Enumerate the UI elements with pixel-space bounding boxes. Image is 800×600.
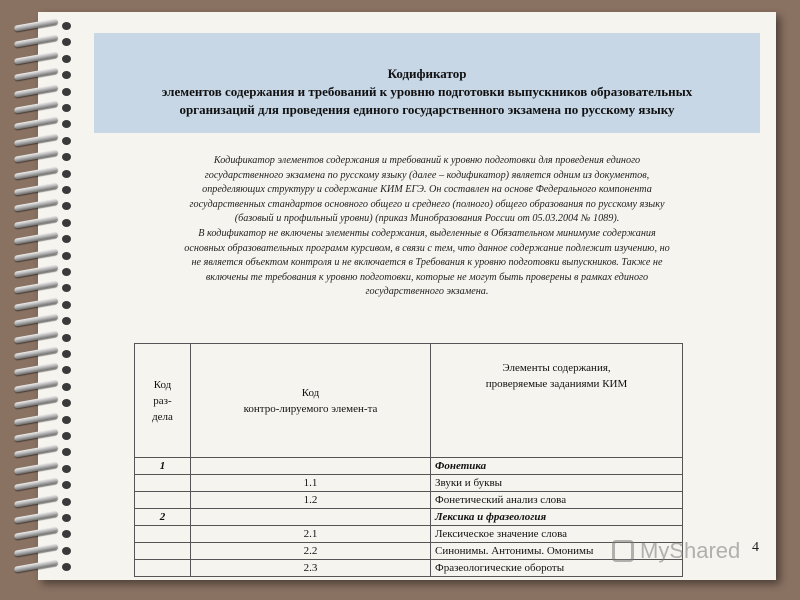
intro-line: В кодификатор не включены элементы содержания, выделенные в Обязательном минимуме содержания [198, 227, 656, 239]
table-row [135, 458, 683, 475]
spiral-ring-icon [14, 252, 72, 260]
spiral-ring-icon [14, 432, 72, 440]
spiral-ring-icon [14, 366, 72, 374]
spiral-ring-icon [14, 481, 72, 489]
table-row [135, 526, 683, 543]
intro-line: Кодификатор элементов содержания и требований к уровню подготовки для проведения единого [213, 155, 641, 166]
intro-line: основных образовательных программ курсивом, в связи с тем, что данное содержание подлежит изучению, но [184, 242, 670, 254]
intro-line: (базовый и профильный уровни) (приказ Минобразования России от 05.03.2004 № 1089). [234, 213, 620, 225]
intro-paragraph [104, 154, 750, 300]
spiral-ring-icon [14, 530, 72, 538]
title-line-2: элементов содержания и требований к уровню подготовки выпускников образовательных [161, 84, 693, 99]
section-code: 1 [135, 458, 191, 475]
table-row [135, 543, 683, 560]
spiral-ring-icon [14, 38, 72, 46]
watermark-text: MyShared [640, 538, 741, 563]
spiral-ring-icon [14, 22, 72, 30]
spiral-ring-icon [14, 334, 72, 342]
element-code: 2.1 [191, 526, 431, 543]
element-code: 2.2 [191, 543, 431, 560]
spiral-ring-icon [14, 153, 72, 161]
element-code: 1.2 [191, 492, 431, 509]
spiral-ring-icon [14, 219, 72, 227]
watermark-logo-icon [612, 540, 634, 562]
table-row [135, 509, 683, 526]
spiral-ring-icon [14, 284, 72, 292]
element-text: Лексическое значение слова [431, 526, 683, 543]
spiral-ring-icon [14, 399, 72, 407]
spiral-ring-icon [14, 383, 72, 391]
spiral-ring-icon [14, 317, 72, 325]
table-header-row [135, 344, 683, 458]
element-text: Лексика и фразеология [431, 509, 683, 526]
element-code [191, 458, 431, 475]
spiral-ring-icon [14, 448, 72, 456]
spiral-ring-icon [14, 465, 72, 473]
intro-line: определяющих структуру и содержание КИМ ЕГЭ. Он составлен на основе Федерального компонента [202, 184, 652, 196]
header-content-elements: Элементы содержания, проверяемые заданиями КИМ [431, 344, 683, 458]
spiral-ring-icon [14, 202, 72, 210]
section-code [135, 475, 191, 492]
header-element-code: Код контро-лируемого элемен-та [191, 344, 431, 458]
intro-line: не является объектом контроля и не включается в Требования к уровню подготовки выпускников. Также не [191, 257, 663, 269]
title-line-1: Кодификатор [387, 66, 467, 81]
spiral-ring-icon [14, 55, 72, 63]
intro-line: государственных стандартов основного общего и среднего (полного) общего образования по русскому языку [189, 198, 665, 210]
section-code [135, 543, 191, 560]
section-code [135, 526, 191, 543]
table-row [135, 560, 683, 577]
spiral-ring-icon [14, 170, 72, 178]
spiral-binding [14, 22, 74, 582]
spiral-ring-icon [14, 88, 72, 96]
spiral-ring-icon [14, 120, 72, 128]
element-text: Фонетический анализ слова [431, 492, 683, 509]
header-section-code: Код раз- дела [135, 344, 191, 458]
spiral-ring-icon [14, 71, 72, 79]
element-text: Фразеологические обороты [431, 560, 683, 577]
spiral-ring-icon [14, 235, 72, 243]
element-text: Фонетика [431, 458, 683, 475]
intro-line: включены те требования к уровню подготовки, которые не могут быть проверены в рамках единого [205, 271, 649, 283]
element-text: Синонимы. Антонимы. Омонимы [431, 543, 683, 560]
intro-line: государственного экзамена по русскому языку (далее – кодификатор) является одним из документов, [204, 169, 650, 181]
spiral-ring-icon [14, 547, 72, 555]
spiral-ring-icon [14, 268, 72, 276]
table-row [135, 475, 683, 492]
title-line-3: организаций для проведения единого государственного экзамена по русскому языку [179, 102, 675, 117]
section-code: 2 [135, 509, 191, 526]
spiral-ring-icon [14, 301, 72, 309]
spiral-ring-icon [14, 350, 72, 358]
table-row [135, 492, 683, 509]
element-code: 2.3 [191, 560, 431, 577]
spiral-ring-icon [14, 104, 72, 112]
intro-line: государственного экзамена. [365, 286, 489, 298]
element-text: Звуки и буквы [431, 475, 683, 492]
spiral-ring-icon [14, 498, 72, 506]
element-code: 1.1 [191, 475, 431, 492]
spiral-ring-icon [14, 137, 72, 145]
title-banner [94, 33, 760, 133]
element-code [191, 509, 431, 526]
watermark [612, 536, 762, 566]
spiral-ring-icon [14, 514, 72, 522]
page-number: 4 [752, 540, 759, 555]
spiral-ring-icon [14, 186, 72, 194]
section-code [135, 560, 191, 577]
section-code [135, 492, 191, 509]
codifier-table [134, 343, 683, 577]
spiral-ring-icon [14, 563, 72, 571]
spiral-ring-icon [14, 416, 72, 424]
